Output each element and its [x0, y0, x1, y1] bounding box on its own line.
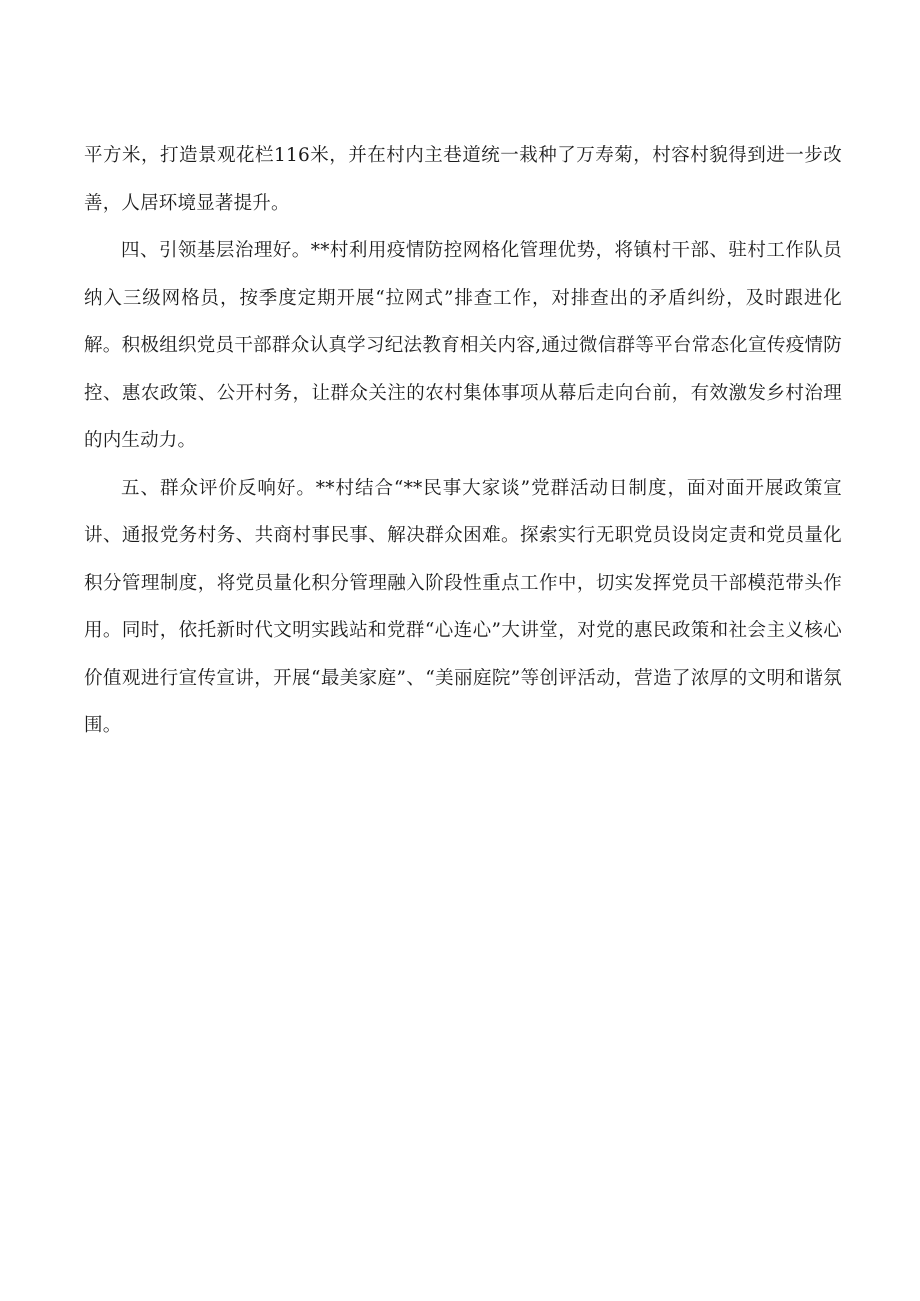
paragraph-continuation: 平方米，打造景观花栏116米，并在村内主巷道统一栽种了万寿菊，村容村貌得到进一步改善，人居环境显著提升。 — [84, 145, 842, 214]
paragraph-section-five: 五、群众评价反响好。**村结合“**民事大家谈”党群活动日制度，面对面开展政策宣讲、通报党务村务、共商村事民事、解决群众困难。探索实行无职党员设岗定责和党员量化积分管理制度，将党员量化积分管理融入阶段性重点工作中，切实发挥党员干部模范带头作用。同时，依托新时代文明实践站和党群“心连心”大讲堂，对党的惠民政策和社会主义核心价值观进行宣传宣讲，开展“最美家庭”、“美丽庭院”等创评活动，营造了浓厚的文明和谐氛围。 — [84, 477, 842, 736]
paragraph-section-four: 四、引领基层治理好。**村利用疫情防控网格化管理优势，将镇村干部、驻村工作队员纳入三级网格员，按季度定期开展“拉网式”排查工作，对排查出的矛盾纠纷，及时跟进化解。积极组织党员干部群众认真学习纪法教育相关内容,通过微信群等平台常态化宣传疫情防控、惠农政策、公开村务，让群众关注的农村集体事项从幕后走向台前，有效激发乡村治理的内生动力。 — [84, 240, 842, 451]
document-body — [84, 132, 842, 750]
